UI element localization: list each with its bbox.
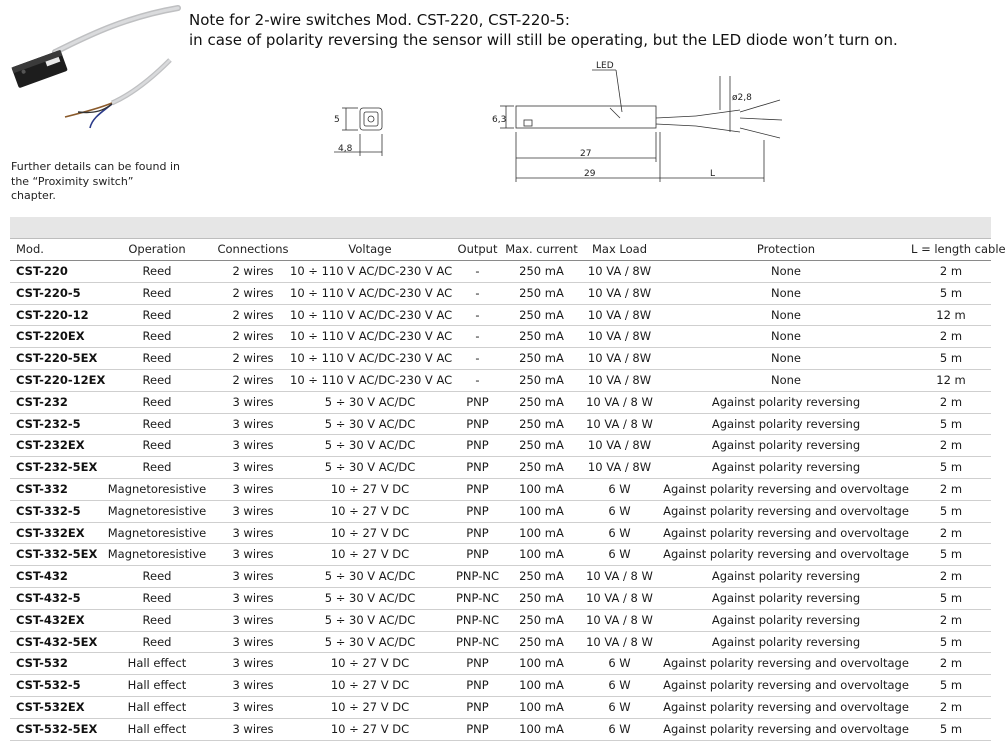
cell-voltage: 10 ÷ 27 V DC	[330, 721, 410, 736]
cell-length: 2 m	[939, 656, 963, 671]
two-wire-note	[189, 10, 898, 50]
cell-protection: Against polarity reversing and overvoltage	[663, 503, 909, 518]
cell-connections: 3 wires	[232, 656, 274, 671]
cell-voltage: 10 ÷ 27 V DC	[330, 547, 410, 562]
cell-max-current: 100 mA	[519, 678, 564, 693]
spec-table	[10, 217, 1006, 741]
cell-protection: Against polarity reversing	[711, 394, 861, 409]
cell-operation: Reed	[142, 460, 172, 475]
cell-length: 2 m	[939, 699, 963, 714]
table-header-row	[10, 239, 1006, 261]
cell-voltage: 5 ÷ 30 V AC/DC	[324, 612, 416, 627]
cell-output: PNP	[466, 503, 489, 518]
cell-protection: Against polarity reversing and overvoltage	[663, 678, 909, 693]
cell-operation: Reed	[142, 307, 172, 322]
cell-max-load: 10 VA / 8 W	[586, 590, 653, 605]
table-row	[10, 283, 991, 305]
cell-max-current: 250 mA	[519, 416, 564, 431]
cell-operation: Reed	[142, 329, 172, 344]
cell-length: 12 m	[936, 372, 966, 387]
cell-max-load: 10 VA / 8 W	[586, 612, 653, 627]
cell-max-current: 100 mA	[519, 699, 564, 714]
cell-max-current: 100 mA	[519, 503, 564, 518]
cell-length: 5 m	[939, 503, 963, 518]
cell-length: 2 m	[939, 329, 963, 344]
cell-mod: CST-332-5	[16, 503, 81, 518]
cell-connections: 2 wires	[232, 351, 274, 366]
cell-length: 5 m	[939, 460, 963, 475]
cell-protection: Against polarity reversing	[711, 416, 861, 431]
cell-length: 2 m	[939, 264, 963, 278]
led-label: LED	[596, 61, 614, 71]
cell-operation: Reed	[142, 569, 172, 584]
cell-length: 12 m	[936, 307, 966, 322]
cell-max-current: 100 mA	[519, 547, 564, 562]
cell-voltage: 10 ÷ 27 V DC	[330, 656, 410, 671]
cell-max-load: 10 VA / 8 W	[586, 394, 653, 409]
table-row	[10, 501, 991, 523]
cell-operation: Reed	[142, 394, 172, 409]
table-row	[10, 392, 991, 414]
cell-protection: None	[770, 307, 801, 322]
cell-output: -	[475, 264, 480, 278]
cell-connections: 3 wires	[232, 547, 274, 562]
cell-length: 5 m	[939, 721, 963, 736]
cell-length: 5 m	[939, 547, 963, 562]
cell-protection: None	[770, 329, 801, 344]
cell-connections: 2 wires	[232, 372, 274, 387]
cell-mod: CST-532	[16, 656, 68, 671]
table-body	[10, 261, 991, 741]
cell-max-current: 250 mA	[519, 438, 564, 453]
cell-mod: CST-220EX	[16, 329, 85, 344]
dim-L: L	[710, 169, 716, 179]
cell-connections: 3 wires	[232, 699, 274, 714]
product-photo	[0, 0, 180, 160]
cell-connections: 3 wires	[232, 612, 274, 627]
cell-operation: Reed	[142, 285, 172, 300]
cell-voltage: 10 ÷ 110 V AC/DC-230 V AC	[290, 285, 453, 300]
cell-mod: CST-232EX	[16, 438, 85, 453]
cell-connections: 3 wires	[232, 503, 274, 518]
table-row	[10, 566, 991, 588]
cell-connections: 2 wires	[232, 285, 274, 300]
cell-max-load: 10 VA / 8W	[587, 307, 652, 322]
cell-length: 2 m	[939, 569, 963, 584]
cell-output: PNP	[466, 547, 489, 562]
cell-mod: CST-332EX	[16, 525, 85, 540]
cell-voltage: 10 ÷ 110 V AC/DC-230 V AC	[290, 264, 453, 278]
cell-operation: Reed	[142, 264, 172, 278]
cell-operation: Hall effect	[127, 656, 187, 671]
cell-max-current: 100 mA	[519, 481, 564, 496]
cell-connections: 2 wires	[232, 329, 274, 344]
cell-connections: 3 wires	[232, 678, 274, 693]
cell-length: 2 m	[939, 612, 963, 627]
table-row	[10, 588, 991, 610]
cell-operation: Reed	[142, 634, 172, 649]
cell-voltage: 5 ÷ 30 V AC/DC	[324, 569, 416, 584]
cell-voltage: 10 ÷ 110 V AC/DC-230 V AC	[290, 372, 453, 387]
cell-output: -	[475, 351, 480, 366]
cell-mod: CST-532EX	[16, 699, 85, 714]
cell-mod: CST-232-5EX	[16, 460, 98, 475]
cell-max-load: 10 VA / 8 W	[586, 634, 653, 649]
cell-output: PNP-NC	[455, 612, 499, 627]
cell-max-current: 100 mA	[519, 525, 564, 540]
cell-output: PNP	[466, 438, 489, 453]
cell-operation: Reed	[142, 590, 172, 605]
table-row	[10, 326, 991, 348]
cell-mod: CST-432-5EX	[16, 634, 98, 649]
cell-protection: Against polarity reversing and overvoltage	[663, 481, 909, 496]
cell-max-load: 10 VA / 8 W	[586, 416, 653, 431]
cell-connections: 3 wires	[232, 590, 274, 605]
table-row	[10, 675, 991, 697]
cell-output: PNP	[466, 416, 489, 431]
table-row	[10, 632, 991, 654]
header-connections: Connections	[217, 242, 289, 256]
cell-operation: Magnetoresistive	[107, 481, 207, 496]
cell-length: 5 m	[939, 285, 963, 300]
cell-voltage: 5 ÷ 30 V AC/DC	[324, 460, 416, 475]
cell-output: PNP	[466, 656, 489, 671]
cell-max-load: 6 W	[608, 699, 631, 714]
header-output: Output	[457, 242, 498, 256]
table-row	[10, 544, 991, 566]
dim-5: 5	[334, 115, 340, 125]
cell-voltage: 5 ÷ 30 V AC/DC	[324, 590, 416, 605]
cell-output: -	[475, 329, 480, 344]
cell-length: 5 m	[939, 590, 963, 605]
cell-connections: 2 wires	[232, 307, 274, 322]
cell-output: -	[475, 285, 480, 300]
dimension-drawing	[320, 60, 800, 190]
cell-protection: Against polarity reversing and overvoltage	[663, 721, 909, 736]
cell-max-load: 10 VA / 8W	[587, 372, 652, 387]
cell-operation: Hall effect	[127, 678, 187, 693]
cell-length: 2 m	[939, 525, 963, 540]
cell-voltage: 5 ÷ 30 V AC/DC	[324, 394, 416, 409]
cell-max-load: 6 W	[608, 525, 631, 540]
header-length: L = length cable	[911, 242, 1006, 256]
cell-mod: CST-220-5EX	[16, 351, 98, 366]
cell-operation: Magnetoresistive	[107, 525, 207, 540]
cell-max-load: 6 W	[608, 481, 631, 496]
cell-output: PNP	[466, 699, 489, 714]
cell-voltage: 10 ÷ 110 V AC/DC-230 V AC	[290, 329, 453, 344]
cell-connections: 3 wires	[232, 416, 274, 431]
header-voltage: Voltage	[348, 242, 392, 256]
cell-length: 5 m	[939, 351, 963, 366]
cell-mod: CST-532-5	[16, 678, 81, 693]
cell-protection: Against polarity reversing and overvoltage	[663, 656, 909, 671]
cell-connections: 3 wires	[232, 569, 274, 584]
cell-mod: CST-532-5EX	[16, 721, 98, 736]
cell-max-load: 6 W	[608, 721, 631, 736]
cell-connections: 3 wires	[232, 460, 274, 475]
dim-29: 29	[584, 169, 596, 179]
cell-output: PNP	[466, 481, 489, 496]
table-row	[10, 261, 991, 283]
cell-mod: CST-332	[16, 481, 68, 496]
table-top-band	[10, 217, 991, 239]
cell-output: PNP-NC	[455, 590, 499, 605]
cell-mod: CST-432-5	[16, 590, 81, 605]
cell-max-load: 6 W	[608, 547, 631, 562]
header-max-load: Max Load	[591, 242, 648, 256]
cell-protection: Against polarity reversing	[711, 438, 861, 453]
cell-max-load: 6 W	[608, 503, 631, 518]
cell-output: PNP	[466, 721, 489, 736]
note-line-1: Note for 2-wire switches Mod. CST-220, CST-220-5:	[189, 11, 570, 29]
cell-protection: None	[770, 351, 801, 366]
table-row	[10, 697, 991, 719]
table-row	[10, 348, 991, 370]
cell-connections: 2 wires	[232, 264, 274, 278]
table-row	[10, 457, 991, 479]
cell-length: 5 m	[939, 678, 963, 693]
cell-max-current: 250 mA	[519, 372, 564, 387]
cell-output: -	[475, 307, 480, 322]
cell-mod: CST-432EX	[16, 612, 85, 627]
table-row	[10, 523, 991, 545]
cell-length: 2 m	[939, 394, 963, 409]
cell-voltage: 5 ÷ 30 V AC/DC	[324, 634, 416, 649]
cell-protection: None	[770, 264, 801, 278]
cell-protection: Against polarity reversing	[711, 569, 861, 584]
cell-mod: CST-220	[16, 264, 68, 278]
cell-max-load: 6 W	[608, 656, 631, 671]
cell-connections: 3 wires	[232, 634, 274, 649]
cell-max-current: 250 mA	[519, 307, 564, 322]
cell-operation: Reed	[142, 438, 172, 453]
cell-protection: None	[770, 372, 801, 387]
cell-voltage: 10 ÷ 110 V AC/DC-230 V AC	[290, 307, 453, 322]
cell-length: 2 m	[939, 481, 963, 496]
cell-protection: Against polarity reversing	[711, 634, 861, 649]
cell-max-load: 10 VA / 8W	[587, 329, 652, 344]
table-row	[10, 305, 991, 327]
cell-protection: Against polarity reversing and overvoltage	[663, 547, 909, 562]
cell-max-current: 250 mA	[519, 460, 564, 475]
cell-output: PNP	[466, 525, 489, 540]
cell-operation: Hall effect	[127, 699, 187, 714]
cell-max-current: 250 mA	[519, 590, 564, 605]
table-row	[10, 435, 991, 457]
dim-4-8: 4,8	[338, 144, 353, 154]
cell-voltage: 10 ÷ 110 V AC/DC-230 V AC	[290, 351, 453, 366]
cell-voltage: 5 ÷ 30 V AC/DC	[324, 438, 416, 453]
cell-operation: Reed	[142, 416, 172, 431]
cell-max-current: 250 mA	[519, 569, 564, 584]
cell-protection: Against polarity reversing and overvoltage	[663, 525, 909, 540]
cell-max-current: 250 mA	[519, 351, 564, 366]
cell-max-current: 250 mA	[519, 329, 564, 344]
cell-mod: CST-232	[16, 394, 68, 409]
cell-voltage: 10 ÷ 27 V DC	[330, 481, 410, 496]
cell-mod: CST-220-12	[16, 307, 89, 322]
cell-operation: Hall effect	[127, 721, 187, 736]
cell-max-current: 250 mA	[519, 394, 564, 409]
cell-max-current: 250 mA	[519, 285, 564, 300]
cell-max-load: 10 VA / 8W	[587, 351, 652, 366]
cell-max-load: 10 VA / 8W	[587, 264, 652, 278]
cell-voltage: 10 ÷ 27 V DC	[330, 699, 410, 714]
cell-protection: Against polarity reversing	[711, 612, 861, 627]
cell-max-current: 250 mA	[519, 264, 564, 278]
cell-max-load: 10 VA / 8W	[587, 285, 652, 300]
cell-voltage: 10 ÷ 27 V DC	[330, 525, 410, 540]
cell-max-load: 10 VA / 8W	[587, 438, 652, 453]
cell-operation: Reed	[142, 612, 172, 627]
cell-voltage: 5 ÷ 30 V AC/DC	[324, 416, 416, 431]
note-line-2: in case of polarity reversing the sensor will still be operating, but the LED diode won’t turn on.	[189, 31, 898, 49]
cell-voltage: 10 ÷ 27 V DC	[330, 503, 410, 518]
cell-connections: 3 wires	[232, 481, 274, 496]
cell-connections: 3 wires	[232, 438, 274, 453]
dim-2-8: ø2,8	[732, 93, 752, 103]
cell-mod: CST-332-5EX	[16, 547, 98, 562]
dim-27: 27	[580, 149, 592, 159]
header-max-current: Max. current	[505, 242, 578, 256]
cell-operation: Reed	[142, 372, 172, 387]
cell-max-load: 10 VA / 8 W	[586, 569, 653, 584]
dim-6-3: 6,3	[492, 115, 507, 125]
cell-operation: Magnetoresistive	[107, 503, 207, 518]
cell-max-load: 6 W	[608, 678, 631, 693]
cell-connections: 3 wires	[232, 525, 274, 540]
cell-mod: CST-232-5	[16, 416, 81, 431]
cell-output: PNP	[466, 460, 489, 475]
cell-mod: CST-432	[16, 569, 68, 584]
further-details-note: Further details can be found in the “Proximity switch” chapter.	[11, 160, 180, 202]
cell-max-current: 100 mA	[519, 721, 564, 736]
header-operation: Operation	[128, 242, 186, 256]
cell-mod: CST-220-5	[16, 285, 81, 300]
table-row	[10, 719, 991, 741]
cell-max-current: 100 mA	[519, 656, 564, 671]
cell-max-load: 10 VA / 8W	[587, 460, 652, 475]
cell-length: 5 m	[939, 634, 963, 649]
header-protection: Protection	[756, 242, 816, 256]
cell-length: 5 m	[939, 416, 963, 431]
cell-mod: CST-220-12EX	[16, 372, 106, 387]
cell-output: PNP-NC	[455, 634, 499, 649]
cell-protection: Against polarity reversing	[711, 460, 861, 475]
table-row	[10, 414, 991, 436]
cell-voltage: 10 ÷ 27 V DC	[330, 678, 410, 693]
table-row	[10, 479, 991, 501]
cell-operation: Magnetoresistive	[107, 547, 207, 562]
cell-output: -	[475, 372, 480, 387]
cell-protection: Against polarity reversing and overvoltage	[663, 699, 909, 714]
table-row	[10, 370, 991, 392]
table-row	[10, 610, 991, 632]
cell-protection: Against polarity reversing	[711, 590, 861, 605]
cell-output: PNP	[466, 678, 489, 693]
cell-protection: None	[770, 285, 801, 300]
cell-output: PNP-NC	[455, 569, 499, 584]
header-mod: Mod.	[16, 242, 44, 256]
cell-connections: 3 wires	[232, 721, 274, 736]
cell-max-current: 250 mA	[519, 612, 564, 627]
cell-operation: Reed	[142, 351, 172, 366]
cell-connections: 3 wires	[232, 394, 274, 409]
table-row	[10, 653, 991, 675]
cell-max-current: 250 mA	[519, 634, 564, 649]
cell-length: 2 m	[939, 438, 963, 453]
cell-output: PNP	[466, 394, 489, 409]
